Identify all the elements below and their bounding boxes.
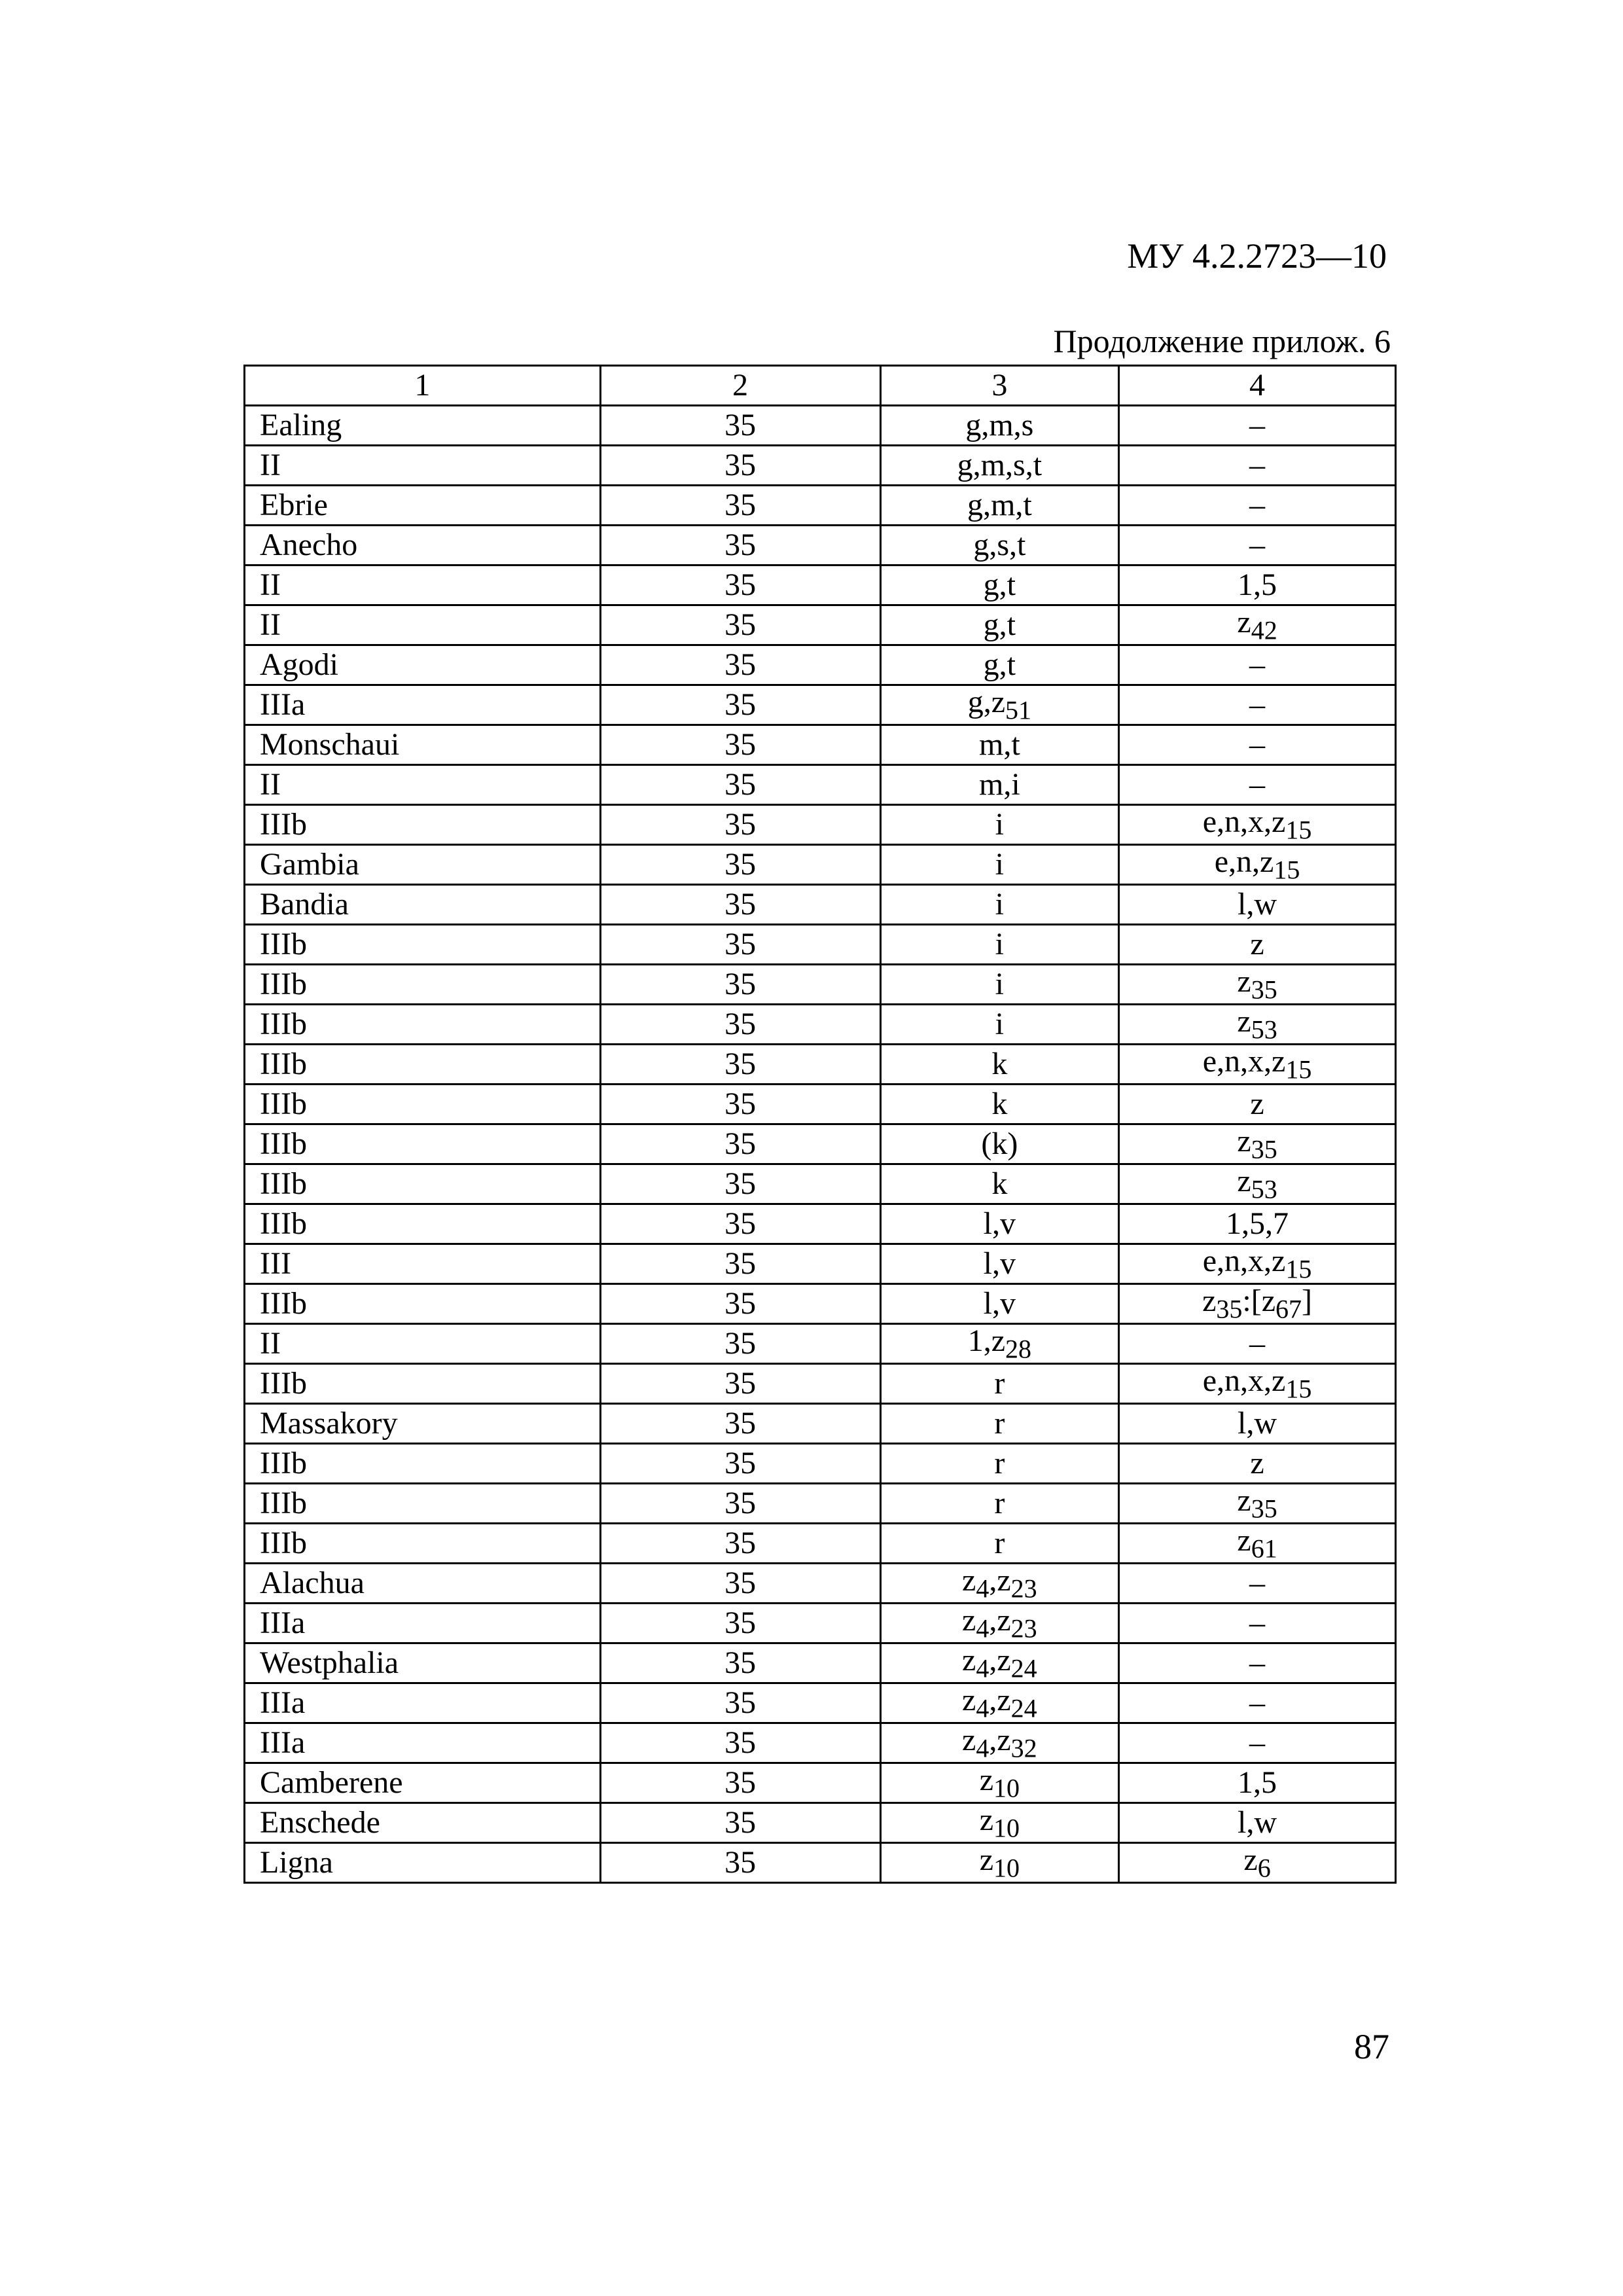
table-row	[245, 765, 1396, 805]
o-antigen-cell: 35	[600, 1444, 880, 1484]
h-antigen-phase2-cell: $e,n,x,z_{15}$	[1119, 1244, 1396, 1284]
serovar-name-cell: Enschede	[245, 1803, 601, 1843]
h-antigen-phase2-cell: 1,5	[1119, 565, 1396, 605]
serovar-name-cell: Alachua	[245, 1564, 601, 1604]
h-antigen-phase2-cell: $z_{61}$	[1119, 1524, 1396, 1564]
document-code: МУ 4.2.2723—10	[1127, 236, 1387, 276]
o-antigen-cell: 35	[600, 1284, 880, 1324]
table-row	[245, 526, 1396, 565]
h-antigen-phase1-cell: $z_4,z_{23}$	[880, 1564, 1118, 1604]
h-antigen-phase2-cell: –	[1119, 1324, 1396, 1364]
table-row	[245, 1164, 1396, 1204]
h-antigen-phase1-cell: (k)	[880, 1124, 1118, 1164]
h-antigen-phase2-cell: –	[1119, 446, 1396, 486]
h-antigen-phase1-cell: $z_{10}$	[880, 1763, 1118, 1803]
serovar-name-cell: IIIa	[245, 1683, 601, 1723]
h-antigen-phase1-cell: g,t	[880, 565, 1118, 605]
o-antigen-cell: 35	[600, 605, 880, 645]
serovar-table	[243, 365, 1397, 1884]
serovar-name-cell: IIIb	[245, 805, 601, 845]
table-row	[245, 1803, 1396, 1843]
o-antigen-cell: 35	[600, 1404, 880, 1444]
h-antigen-phase1-cell: r	[880, 1484, 1118, 1524]
serovar-name-cell: IIIb	[245, 1164, 601, 1204]
o-antigen-cell: 35	[600, 1524, 880, 1564]
h-antigen-phase2-cell: –	[1119, 765, 1396, 805]
h-antigen-phase2-cell: $z_{35}:[z_{67}]$	[1119, 1284, 1396, 1324]
o-antigen-cell: 35	[600, 965, 880, 1005]
table-row	[245, 605, 1396, 645]
h-antigen-phase2-cell: –	[1119, 1683, 1396, 1723]
h-antigen-phase2-cell: –	[1119, 1604, 1396, 1643]
serovar-name-cell: Westphalia	[245, 1643, 601, 1683]
h-antigen-phase1-cell: g,s,t	[880, 526, 1118, 565]
column-header-3: 3	[880, 366, 1118, 406]
o-antigen-cell: 35	[600, 486, 880, 526]
page-number: 87	[1354, 2027, 1389, 2066]
table-row	[245, 925, 1396, 965]
table-row	[245, 1763, 1396, 1803]
table-row	[245, 1204, 1396, 1244]
o-antigen-cell: 35	[600, 1164, 880, 1204]
serovar-name-cell: IIIb	[245, 925, 601, 965]
o-antigen-cell: 35	[600, 645, 880, 685]
table-row	[245, 1244, 1396, 1284]
table-row	[245, 486, 1396, 526]
serovar-name-cell: IIIb	[245, 1204, 601, 1244]
o-antigen-cell: 35	[600, 1244, 880, 1284]
h-antigen-phase2-cell: –	[1119, 725, 1396, 765]
o-antigen-cell: 35	[600, 1364, 880, 1404]
h-antigen-phase1-cell: r	[880, 1404, 1118, 1444]
h-antigen-phase2-cell: –	[1119, 645, 1396, 685]
serovar-name-cell: Monschaui	[245, 725, 601, 765]
h-antigen-phase1-cell: l,v	[880, 1284, 1118, 1324]
serovar-name-cell: IIIa	[245, 1723, 601, 1763]
o-antigen-cell: 35	[600, 1324, 880, 1364]
column-header-2: 2	[600, 366, 880, 406]
o-antigen-cell: 35	[600, 1204, 880, 1244]
h-antigen-phase1-cell: i	[880, 845, 1118, 885]
h-antigen-phase2-cell: z	[1119, 1085, 1396, 1124]
serovar-name-cell: IIIb	[245, 1444, 601, 1484]
o-antigen-cell: 35	[600, 805, 880, 845]
table-row	[245, 1005, 1396, 1045]
table-row	[245, 1683, 1396, 1723]
o-antigen-cell: 35	[600, 446, 880, 486]
header-row	[245, 366, 1396, 406]
serovar-name-cell: IIIa	[245, 1604, 601, 1643]
h-antigen-phase1-cell: g,m,s	[880, 406, 1118, 446]
h-antigen-phase1-cell: $z_4,z_{32}$	[880, 1723, 1118, 1763]
o-antigen-cell: 35	[600, 685, 880, 725]
h-antigen-phase2-cell: –	[1119, 1723, 1396, 1763]
o-antigen-cell: 35	[600, 1484, 880, 1524]
serovar-name-cell: II	[245, 446, 601, 486]
table-row	[245, 805, 1396, 845]
serovar-name-cell: IIIb	[245, 1364, 601, 1404]
h-antigen-phase2-cell: l,w	[1119, 1803, 1396, 1843]
h-antigen-phase1-cell: l,v	[880, 1204, 1118, 1244]
o-antigen-cell: 35	[600, 406, 880, 446]
table-row	[245, 1404, 1396, 1444]
o-antigen-cell: 35	[600, 765, 880, 805]
table-row	[245, 885, 1396, 925]
serovar-name-cell: Bandia	[245, 885, 601, 925]
h-antigen-phase1-cell: i	[880, 965, 1118, 1005]
o-antigen-cell: 35	[600, 1843, 880, 1883]
table-row	[245, 965, 1396, 1005]
h-antigen-phase1-cell: l,v	[880, 1244, 1118, 1284]
o-antigen-cell: 35	[600, 1564, 880, 1604]
h-antigen-phase2-cell: –	[1119, 1643, 1396, 1683]
serovar-name-cell: II	[245, 1324, 601, 1364]
serovar-name-cell: IIIb	[245, 965, 601, 1005]
serovar-name-cell: IIIb	[245, 1005, 601, 1045]
o-antigen-cell: 35	[600, 1045, 880, 1085]
h-antigen-phase2-cell: $e,n,x,z_{15}$	[1119, 805, 1396, 845]
h-antigen-phase1-cell: $z_{10}$	[880, 1843, 1118, 1883]
h-antigen-phase1-cell: i	[880, 805, 1118, 845]
h-antigen-phase1-cell: k	[880, 1045, 1118, 1085]
h-antigen-phase2-cell: –	[1119, 1564, 1396, 1604]
h-antigen-phase2-cell: –	[1119, 685, 1396, 725]
serovar-name-cell: II	[245, 565, 601, 605]
h-antigen-phase1-cell: g,t	[880, 645, 1118, 685]
serovar-name-cell: Camberene	[245, 1763, 601, 1803]
o-antigen-cell: 35	[600, 526, 880, 565]
serovar-name-cell: II	[245, 765, 601, 805]
h-antigen-phase2-cell: $e,n,z_{15}$	[1119, 845, 1396, 885]
h-antigen-phase2-cell: $z_{35}$	[1119, 1124, 1396, 1164]
serovar-name-cell: IIIb	[245, 1524, 601, 1564]
serovar-name-cell: Gambia	[245, 845, 601, 885]
h-antigen-phase2-cell: $e,n,x,z_{15}$	[1119, 1364, 1396, 1404]
h-antigen-phase2-cell: –	[1119, 486, 1396, 526]
h-antigen-phase1-cell: $1,z_{28}$	[880, 1324, 1118, 1364]
serovar-name-cell: IIIb	[245, 1124, 601, 1164]
column-header-1: 1	[245, 366, 601, 406]
serovar-name-cell: Ealing	[245, 406, 601, 446]
h-antigen-phase2-cell: $z_6$	[1119, 1843, 1396, 1883]
h-antigen-phase1-cell: r	[880, 1364, 1118, 1404]
table-row	[245, 685, 1396, 725]
table-row	[245, 406, 1396, 446]
h-antigen-phase2-cell: –	[1119, 406, 1396, 446]
serovar-name-cell: Ebrie	[245, 486, 601, 526]
h-antigen-phase1-cell: r	[880, 1524, 1118, 1564]
h-antigen-phase2-cell: 1,5,7	[1119, 1204, 1396, 1244]
table-row	[245, 446, 1396, 486]
o-antigen-cell: 35	[600, 1803, 880, 1843]
table-row	[245, 565, 1396, 605]
table-row	[245, 1643, 1396, 1683]
h-antigen-phase2-cell: 1,5	[1119, 1763, 1396, 1803]
serovar-name-cell: III	[245, 1244, 601, 1284]
h-antigen-phase2-cell: $z_{53}$	[1119, 1164, 1396, 1204]
o-antigen-cell: 35	[600, 925, 880, 965]
table-row	[245, 1484, 1396, 1524]
h-antigen-phase2-cell: z	[1119, 1444, 1396, 1484]
h-antigen-phase2-cell: z	[1119, 925, 1396, 965]
table-row	[245, 1604, 1396, 1643]
serovar-name-cell: IIIb	[245, 1284, 601, 1324]
table-row	[245, 725, 1396, 765]
h-antigen-phase1-cell: i	[880, 925, 1118, 965]
serovar-name-cell: IIIb	[245, 1045, 601, 1085]
table-row	[245, 1324, 1396, 1364]
serovar-name-cell: Agodi	[245, 645, 601, 685]
h-antigen-phase2-cell: $e,n,x,z_{15}$	[1119, 1045, 1396, 1085]
o-antigen-cell: 35	[600, 725, 880, 765]
h-antigen-phase2-cell: $z_{53}$	[1119, 1005, 1396, 1045]
h-antigen-phase1-cell: g,m,s,t	[880, 446, 1118, 486]
table-row	[245, 1444, 1396, 1484]
table-row	[245, 1843, 1396, 1883]
serovar-name-cell: IIIb	[245, 1085, 601, 1124]
serovar-name-cell: II	[245, 605, 601, 645]
h-antigen-phase1-cell: $z_4,z_{23}$	[880, 1604, 1118, 1643]
h-antigen-phase2-cell: $z_{35}$	[1119, 1484, 1396, 1524]
o-antigen-cell: 35	[600, 565, 880, 605]
o-antigen-cell: 35	[600, 1124, 880, 1164]
table-row	[245, 1284, 1396, 1324]
serovar-name-cell: IIIa	[245, 685, 601, 725]
o-antigen-cell: 35	[600, 1643, 880, 1683]
h-antigen-phase2-cell: l,w	[1119, 1404, 1396, 1444]
table-row	[245, 1045, 1396, 1085]
serovar-name-cell: Anecho	[245, 526, 601, 565]
h-antigen-phase1-cell: g,t	[880, 605, 1118, 645]
h-antigen-phase1-cell: $z_4,z_{24}$	[880, 1643, 1118, 1683]
table-body	[245, 406, 1396, 1883]
table-row	[245, 845, 1396, 885]
o-antigen-cell: 35	[600, 885, 880, 925]
serovar-name-cell: Massakory	[245, 1404, 601, 1444]
h-antigen-phase1-cell: g,m,t	[880, 486, 1118, 526]
h-antigen-phase1-cell: $z_4,z_{24}$	[880, 1683, 1118, 1723]
continuation-caption: Продолжение прилож. 6	[1053, 323, 1391, 359]
table-row	[245, 1564, 1396, 1604]
h-antigen-phase2-cell: –	[1119, 526, 1396, 565]
h-antigen-phase1-cell: i	[880, 885, 1118, 925]
table-row	[245, 1524, 1396, 1564]
h-antigen-phase1-cell: $g,z_{51}$	[880, 685, 1118, 725]
o-antigen-cell: 35	[600, 1683, 880, 1723]
h-antigen-phase2-cell: l,w	[1119, 885, 1396, 925]
column-header-4: 4	[1119, 366, 1396, 406]
h-antigen-phase1-cell: k	[880, 1164, 1118, 1204]
table-row	[245, 645, 1396, 685]
h-antigen-phase1-cell: m,i	[880, 765, 1118, 805]
o-antigen-cell: 35	[600, 1005, 880, 1045]
h-antigen-phase2-cell: $z_{35}$	[1119, 965, 1396, 1005]
h-antigen-phase1-cell: k	[880, 1085, 1118, 1124]
o-antigen-cell: 35	[600, 845, 880, 885]
h-antigen-phase1-cell: i	[880, 1005, 1118, 1045]
o-antigen-cell: 35	[600, 1723, 880, 1763]
serovar-name-cell: Ligna	[245, 1843, 601, 1883]
table-row	[245, 1085, 1396, 1124]
table-row	[245, 1124, 1396, 1164]
h-antigen-phase1-cell: r	[880, 1444, 1118, 1484]
h-antigen-phase2-cell: $z_{42}$	[1119, 605, 1396, 645]
h-antigen-phase1-cell: $z_{10}$	[880, 1803, 1118, 1843]
serovar-name-cell: IIIb	[245, 1484, 601, 1524]
table-row	[245, 1364, 1396, 1404]
table-header	[245, 366, 1396, 406]
table-row	[245, 1723, 1396, 1763]
o-antigen-cell: 35	[600, 1763, 880, 1803]
o-antigen-cell: 35	[600, 1085, 880, 1124]
o-antigen-cell: 35	[600, 1604, 880, 1643]
h-antigen-phase1-cell: m,t	[880, 725, 1118, 765]
